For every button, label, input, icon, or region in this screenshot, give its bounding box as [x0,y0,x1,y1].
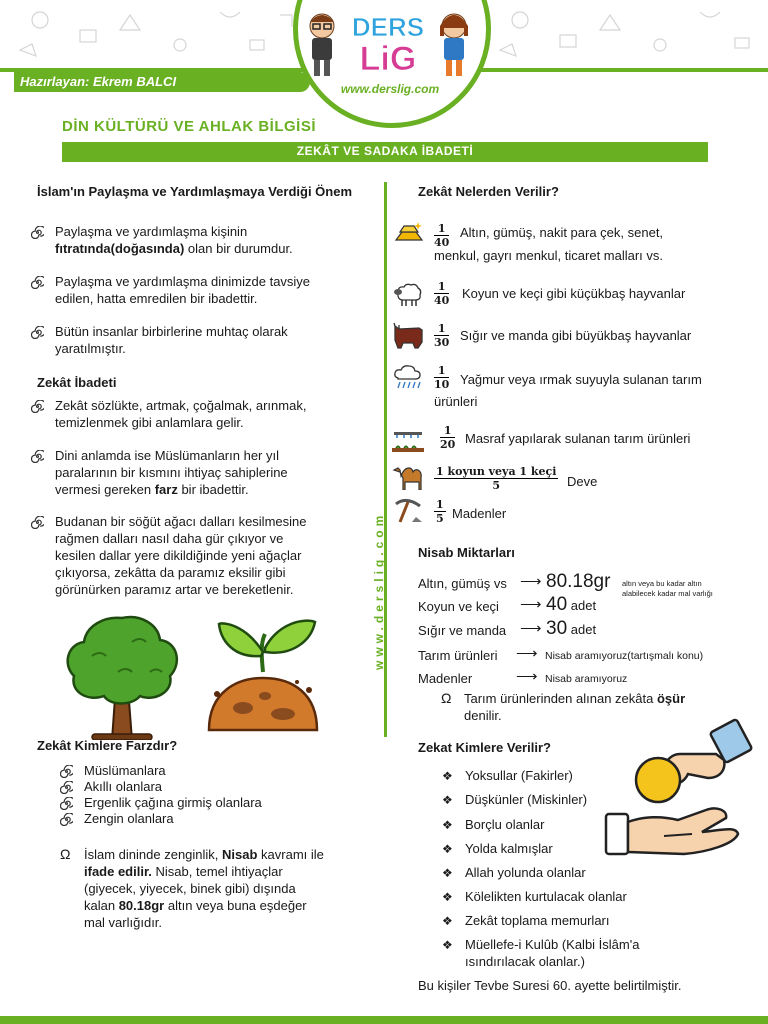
farz-item-3: Ergenlik çağına girmiş olanlara [84,795,262,810]
nisab-row-cow-value: 30 adet [546,618,597,639]
sheep-icon [392,280,424,308]
usr-note-line-2: denilir. [464,708,502,723]
star-bullet-icon: ❖ [442,914,453,928]
arrow-icon: ⟶ [520,620,542,637]
zekat-item-3-line-3: kesilen dallar yere dikildiğinde yeni ağaçlar [55,548,302,563]
nisab-row-crop-value: Nisab aramıyoruz(tartışmalı konu) [545,650,704,662]
rain-line-1: Yağmur veya ırmak suyuyla sulanan tarım [460,372,702,387]
omega-icon: Ω [60,846,71,862]
nisab-row-sheep-label: Koyun ve keçi [418,599,499,614]
nisab-note-line-2: ifade edilir. Nisab, temel ihtiyaçlar [84,864,283,879]
side-url: www.derslig.com [372,511,386,670]
nisab-row-cow-label: Sığır ve manda [418,623,507,638]
section-heading-nisab: Nisab Miktarları [418,545,515,560]
mine-line-1: Madenler [452,506,507,521]
recipient-3: Borçlu olanlar [465,817,545,832]
sharing-item-1-line-1: Paylaşma ve yardımlaşma kişinin [55,224,248,239]
girl-figure-icon [440,14,468,76]
spiral-bullet-icon [31,326,45,340]
gold-line-1: Altın, gümüş, nakit para çek, senet, [460,225,664,240]
giving-hands-illustration [604,718,756,860]
arrow-icon: ⟶ [516,668,538,685]
page-title: ZEKÂT VE SADAKA İBADETİ [296,144,474,158]
recipient-7: Zekât toplama memurları [465,913,610,928]
zekat-item-1-line-2: temizlenmek gibi anlamlara gelir. [55,415,244,430]
farz-item-4: Zengin olanlara [84,811,174,826]
zekat-item-3-line-1: Budanan bir söğüt ağacı dalları kesilmesine [55,514,307,529]
tree-illustration [62,612,182,740]
spiral-bullet-icon [60,813,74,827]
spiral-bullet-icon [31,516,45,530]
logo-text-lig: LiG [359,40,417,78]
zekat-item-3-line-2: rağmen dalları nasıl daha gür çıkıyor ve [55,531,284,546]
star-bullet-icon: ❖ [442,818,453,832]
zekat-item-3-line-5: görünürken paramız artar ve bereketlenir. [55,582,294,597]
irrigation-icon [392,424,424,452]
rain-line-2: ürünleri [434,394,478,409]
pickaxe-icon [392,496,424,524]
fraction-gold: $\frac{1}{40}$ [434,222,450,249]
nisab-row-gold-value: 80.18gr [546,571,611,592]
nisab-row-gold-note-1: altın veya bu kadar altın [622,579,702,588]
subject-title: DİN KÜLTÜRÜ VE AHLAK BİLGİSİ [62,118,316,135]
farz-item-1: Müslümanlara [84,763,166,778]
nisab-row-crop-label: Tarım ürünleri [418,648,498,663]
camel-icon [392,462,424,490]
fraction-mine: $\frac{1}{5}$ [436,498,444,525]
star-bullet-icon: ❖ [442,938,453,952]
star-bullet-icon: ❖ [442,866,453,880]
fraction-camel: 1 koyun veya 1 keçi 5 [436,465,557,492]
spiral-bullet-icon [31,400,45,414]
section-heading-zekat: Zekât İbadeti [37,375,117,390]
nisab-row-gold-label: Altın, gümüş vs [418,576,507,591]
section-heading-farz: Zekât Kimlere Farzdır? [37,738,178,753]
derslig-logo [300,8,476,80]
zekat-item-2-line-3: vermesi gereken farz bir ibadettir. [55,482,249,497]
sharing-item-1-line-2: fıtratında(doğasında) olan bir durumdur. [55,241,293,256]
recipient-8-line-2: ısındırılacak olanlar.) [465,954,585,969]
nisab-row-mine-label: Madenler [418,671,473,686]
section-heading-recipients: Zekat Kimlere Verilir? [418,740,551,755]
logo-url: www.derslig.com [340,82,440,96]
zekat-item-3-line-4: çıkıyorsa, zekâtta da paramız eksilir gibi [55,565,286,580]
recipient-8-line-1: Müellefe-i Kulûb (Kalbi İslâm'a [465,937,640,952]
boy-figure-icon [310,14,334,76]
spiral-bullet-icon [31,450,45,464]
fraction-cow: $\frac{1}{30}$ [434,322,450,349]
star-bullet-icon: ❖ [442,769,453,783]
irrigation-line-1: Masraf yapılarak sulanan tarım ürünleri [465,431,691,446]
spiral-bullet-icon [31,276,45,290]
gold-bars-icon [392,218,424,246]
sharing-item-2-line-2: edilen, hatta emredilen bir ibadettir. [55,291,258,306]
sharing-item-2-line-1: Paylaşma ve yardımlaşma dinimizde tavsiye [55,274,311,289]
zekat-item-1-line-1: Zekât sözlükte, artmak, çoğalmak, arınmak, [55,398,307,413]
section-heading-nelerden: Zekât Nelerden Verilir? [418,184,559,199]
logo-text-ders: DERS [351,12,425,42]
zekat-item-2-line-2: paralarının bir kısmını ihtiyaç sahiplerine [55,465,288,480]
fraction-irrigation: $\frac{1}{20}$ [440,424,456,451]
section-heading-sharing: İslam'ın Paylaşma ve Yardımlaşmaya Verdiği Önem [37,184,353,199]
nisab-row-sheep-value: 40 adet [546,594,597,615]
gold-line-2: menkul, gayrı menkul, ticaret malları vs. [434,248,664,263]
nisab-note-line-3: (giyecek, yiyecek, binek gibi) dışında [84,881,296,896]
spiral-bullet-icon [60,781,74,795]
arrow-icon: ⟶ [520,596,542,613]
usr-note-line-1: Tarım ürünlerinden alınan zekâta öşür [464,691,686,706]
arrow-icon: ⟶ [516,645,538,662]
cow-line-1: Sığır ve manda gibi büyükbaş hayvanlar [460,328,692,343]
zekat-item-2-line-1: Dini anlamda ise Müslümanların her yıl [55,448,279,463]
farz-item-2: Akıllı olanlara [84,779,163,794]
fraction-sheep: $\frac{1}{40}$ [434,280,450,307]
fraction-rain: $\frac{1}{10}$ [434,364,450,391]
nisab-note-line-5: mal varlığıdır. [84,915,163,930]
sharing-item-3-line-2: yaratılmıştır. [55,341,126,356]
star-bullet-icon: ❖ [442,793,453,807]
recipient-5: Allah yolunda olanlar [465,865,586,880]
nisab-row-mine-value: Nisab aramıyoruz [545,673,628,685]
nisab-note-line-1: İslam dininde zenginlik, Nisab kavramı ile [84,847,324,862]
recipient-4: Yolda kalmışlar [465,841,553,856]
recipient-2: Düşkünler (Miskinler) [465,792,588,807]
nisab-row-gold-note-2: alabilecek kadar mal varlığı [622,589,713,598]
sharing-item-3-line-1: Bütün insanlar birbirlerine muhtaç olarak [55,324,288,339]
camel-line-1: Deve [567,474,598,489]
sprout-illustration [205,612,320,740]
sheep-line-1: Koyun ve keçi gibi küçükbaş hayvanlar [462,286,686,301]
nisab-note-line-4: kalan 80.18gr altın veya buna eşdeğer [84,898,307,913]
recipient-6: Kölelikten kurtulacak olanlar [465,889,627,904]
omega-icon: Ω [441,690,452,706]
star-bullet-icon: ❖ [442,890,453,904]
cow-icon [392,322,424,350]
author-label: Hazırlayan: Ekrem BALCI [20,74,177,89]
spiral-bullet-icon [60,797,74,811]
star-bullet-icon: ❖ [442,842,453,856]
arrow-icon: ⟶ [520,573,542,590]
spiral-bullet-icon [31,226,45,240]
recipients-footer: Bu kişiler Tevbe Suresi 60. ayette belirtilmiştir. [418,978,682,993]
recipient-1: Yoksullar (Fakirler) [465,768,573,783]
spiral-bullet-icon [60,765,74,779]
rain-cloud-icon [392,364,424,392]
footer-bar [0,1016,768,1024]
